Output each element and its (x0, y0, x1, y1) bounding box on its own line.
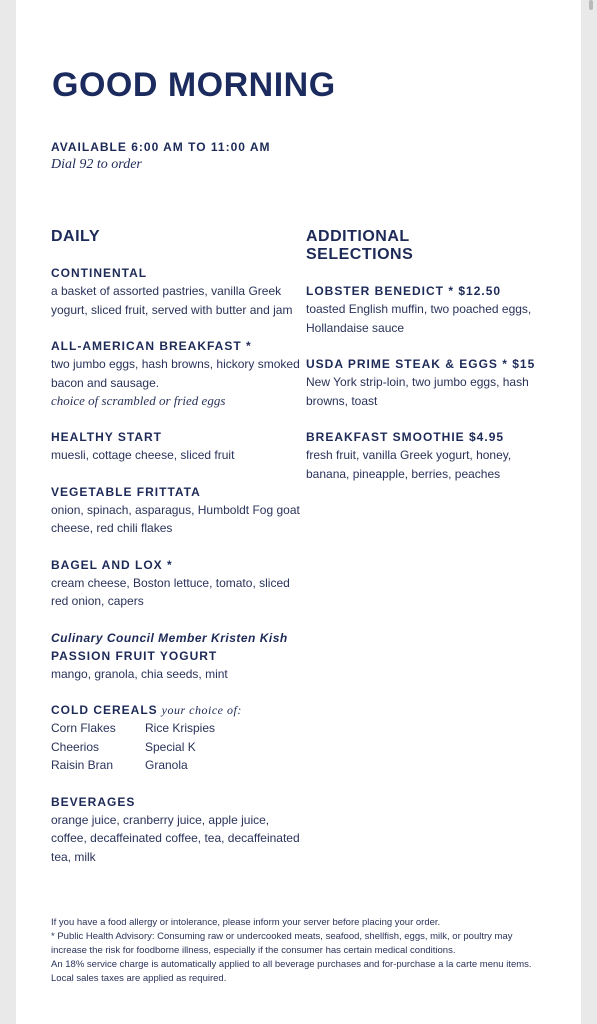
list-item: Granola (145, 758, 188, 772)
item-description: toasted English muffin, two poached eggs, Hollandaise sauce (306, 302, 532, 335)
heading-line: ADDITIONAL (306, 228, 410, 245)
menu-item-bagel (51, 556, 301, 611)
item-description: a basket of assorted pastries, vanilla Greek yogurt, sliced fruit, served with butter and jam (51, 284, 293, 317)
cereal-choice-note: your choice of: (161, 703, 242, 717)
item-description: onion, spinach, asparagus, Humboldt Fog goat cheese, red chili flakes (51, 502, 300, 535)
menu-item-cereals (51, 701, 301, 775)
list-item: Corn Flakes (51, 721, 116, 735)
additional-heading (306, 228, 556, 264)
footer-notes (51, 916, 546, 986)
menu-item-steak (306, 355, 556, 410)
daily-heading: DAILY (51, 228, 101, 245)
list-item: Cheerios (51, 739, 100, 754)
item-description: New York strip-loin, two jumbo eggs, hash browns, toast (306, 375, 529, 408)
menu-item-continental (51, 264, 301, 319)
item-name: BREAKFAST SMOOTHIE $4.95 (306, 430, 505, 444)
menu-item-smoothie (306, 428, 556, 483)
menu-item-healthy-start (51, 428, 301, 465)
item-description: orange juice, cranberry juice, apple juice, coffee, decaffeinated coffee, tea, decaffeinated tea, milk (51, 812, 300, 864)
item-description: two jumbo eggs, hash browns, hickory smoked bacon and sausage. (51, 357, 300, 390)
menu-page (16, 0, 581, 1024)
menu-item-lobster (306, 282, 556, 337)
item-description: cream cheese, Boston lettuce, tomato, sliced red onion, capers (51, 575, 290, 608)
allergy-note: If you have a food allergy or intolerance, please inform your server before placing your order. (51, 917, 441, 928)
service-charge-note: An 18% service charge is automatically applied to all beverage purchases and for-purchase a la carte menu items. Local sales taxes are applied as required. (51, 959, 532, 984)
health-advisory: * Public Health Advisory: Consuming raw or undercooked meats, seafood, shellfish, eggs, milk, or poultry may increase the risk for foodborne illness, especially if the consumer has certain medical conditions. (51, 931, 513, 956)
item-name: USDA PRIME STEAK & EGGS * $15 (306, 357, 536, 371)
item-name: VEGETABLE FRITTATA (51, 484, 201, 499)
item-note: choice of scrambled or fried eggs (51, 393, 226, 408)
cereal-heading: COLD CEREALS (51, 703, 158, 717)
item-name: HEALTHY START (51, 430, 162, 444)
menu-item-beverages (51, 793, 301, 867)
chef-byline: Culinary Council Member Kristen Kish (51, 630, 288, 645)
availability-text: AVAILABLE 6:00 AM TO 11:00 AM (51, 140, 271, 154)
menu-item-all-american (51, 337, 301, 410)
menu-item-frittata (51, 483, 301, 538)
item-name: BEVERAGES (51, 794, 136, 809)
list-item: Rice Krispies (145, 721, 216, 735)
item-name: CONTINENTAL (51, 266, 148, 280)
list-item: Special K (145, 739, 196, 754)
item-name: BAGEL AND LOX * (51, 557, 173, 572)
page-title: GOOD MORNING (52, 66, 336, 104)
item-description: fresh fruit, vanilla Greek yogurt, honey, banana, pineapple, berries, peaches (306, 448, 512, 481)
heading-line: SELECTIONS (306, 246, 414, 263)
scrollbar[interactable] (589, 0, 593, 10)
item-description: muesli, cottage cheese, sliced fruit (51, 448, 235, 462)
item-name (51, 701, 301, 719)
item-name: LOBSTER BENEDICT * $12.50 (306, 284, 502, 298)
item-name: ALL-AMERICAN BREAKFAST * (51, 339, 252, 353)
additional-column (306, 228, 556, 501)
cereal-list (51, 719, 301, 775)
item-description: mango, granola, chia seeds, mint (51, 666, 228, 681)
menu-item-yogurt (51, 629, 301, 684)
item-name: PASSION FRUIT YOGURT (51, 648, 218, 663)
list-item: Raisin Bran (51, 758, 114, 772)
dial-instruction: Dial 92 to order (51, 157, 142, 172)
daily-column (51, 228, 301, 884)
